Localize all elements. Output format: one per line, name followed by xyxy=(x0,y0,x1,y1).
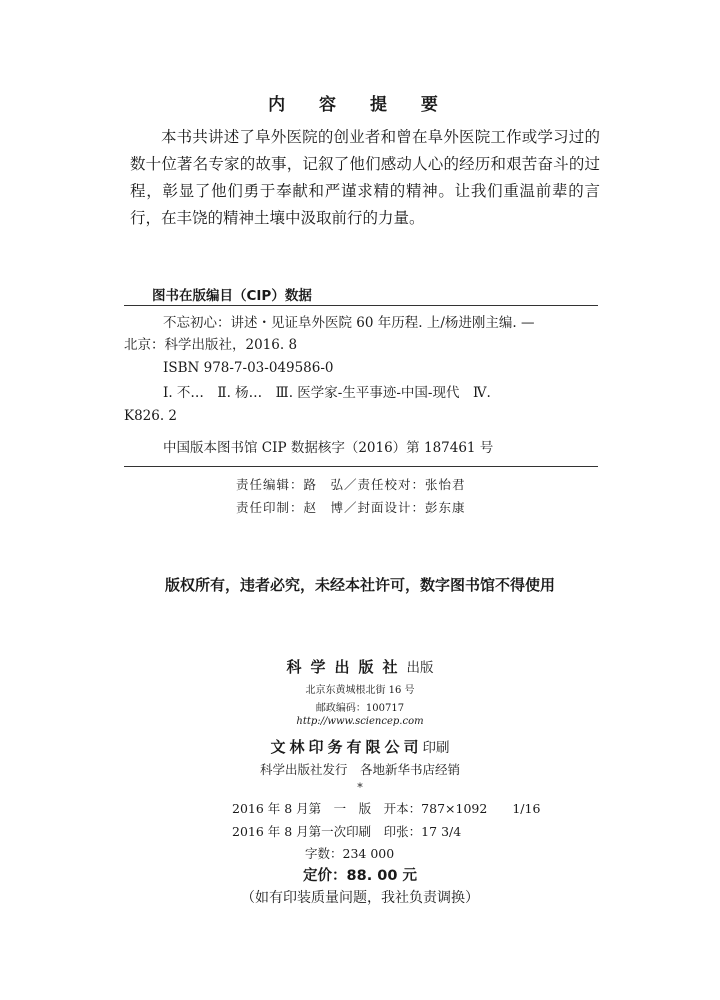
publisher-suffix: 出版 xyxy=(406,660,434,676)
summary-title: 内 容 提 要 xyxy=(268,95,452,115)
cip-bottom-rule xyxy=(124,466,598,467)
printer-suffix: 印刷 xyxy=(422,740,450,756)
printer-name: 文林印务有限公司 xyxy=(270,738,423,756)
cip-line-1: 不忘初心：讲述・见证阜外医院 60 年历程. 上/杨进刚主编. — xyxy=(163,315,535,331)
publisher-postcode: 邮政编码：100717 xyxy=(315,703,405,714)
staff-line-1: 责任编辑：路 弘／责任校对：张怡君 xyxy=(236,477,466,492)
distribution: 科学出版社发行 各地新华书店经销 xyxy=(259,762,460,777)
publisher-line xyxy=(0,656,720,677)
staff-line-2: 责任印制：赵 博／封面设计：彭东康 xyxy=(236,500,466,515)
quality-note: （如有印装质量问题，我社负责调换） xyxy=(241,890,479,906)
publisher-url: http://www.sciencep.com xyxy=(296,716,424,727)
cip-heading: 图书在版编目（CIP）数据 xyxy=(152,288,312,304)
cip-line-5: K826. 2 xyxy=(124,408,178,424)
copyright-notice: 版权所有，违者必究，未经本社许可，数字图书馆不得使用 xyxy=(164,576,555,594)
publisher-name: 科学出版社 xyxy=(286,658,407,676)
cip-line-2: 北京：科学出版社，2016. 8 xyxy=(124,337,298,353)
edition-line-2: 2016 年 8 月第一次印刷 印张：17 3/4 xyxy=(232,824,462,839)
separator-mark: * xyxy=(357,781,363,794)
price: 定价：88. 00 元 xyxy=(303,868,417,884)
summary-text: 本书共讲述了阜外医院的创业者和曾在阜外医院工作或学习过的数十位著名专家的故事，记叙了他们感动人心的经历和艰苦奋斗的过程，彰显了他们勇于奉献和严谨求精的精神。让我们重温前辈的言行，在丰饶的精神土壤中汲取前行的力量。 xyxy=(130,128,600,227)
cip-line-4: Ⅰ. 不… Ⅱ. 杨… Ⅲ. 医学家-生平事迹-中国-现代 Ⅳ. xyxy=(163,385,491,401)
printer-line xyxy=(0,736,720,757)
word-count: 字数：234 000 xyxy=(305,846,395,861)
publisher-address: 北京东黄城根北街 16 号 xyxy=(305,685,415,696)
cip-number: 中国版本图书馆 CIP 数据核字（2016）第 187461 号 xyxy=(163,440,494,456)
edition-line-1: 2016 年 8 月第 一 版 开本：787×1092 1/16 xyxy=(232,801,541,816)
cip-isbn: ISBN 978-7-03-049586-0 xyxy=(163,360,334,376)
cip-top-rule xyxy=(124,305,598,306)
